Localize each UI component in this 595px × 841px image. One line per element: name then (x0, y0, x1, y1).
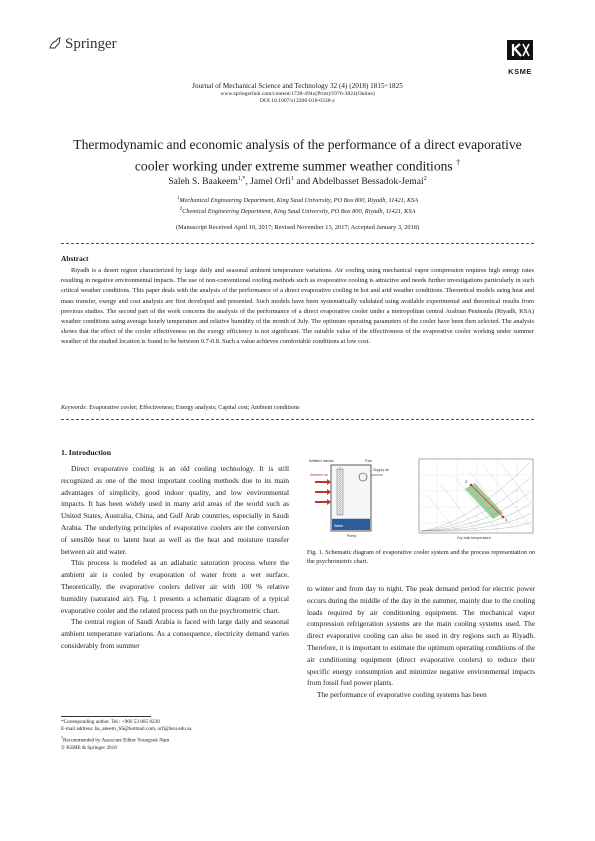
affiliation-1: Mechanical Engineering Department, King Saud University, PO Box 800, Riyadh, 11421, KSA (179, 197, 419, 205)
manuscript-dates: (Manuscript Received April 10, 2017; Revised November 13, 2017; Accepted January 3, 2018) (175, 224, 420, 231)
state-point-1 (502, 516, 505, 519)
supply-label: Supply air (373, 468, 389, 472)
affil-1-sup: 1 (176, 196, 180, 201)
abstract-heading: Abstract (61, 254, 89, 263)
title-line-1: Thermodynamic and economic analysis of the performance of a direct evaporative (73, 137, 522, 152)
footnotes (61, 719, 289, 752)
figure-1 (307, 455, 535, 541)
springer-logo (48, 36, 117, 53)
ksme-emblem-icon (505, 38, 535, 62)
divider-top (61, 243, 534, 244)
author-3: Abdelbasset Bessadok-Jemai (312, 176, 424, 188)
author-separator: , (245, 176, 251, 188)
copyright-line: © KSME & Springer 2018 (61, 744, 117, 751)
water-label: Water (334, 524, 344, 528)
author-2: Jamel Orfi (250, 176, 291, 188)
affiliations (40, 195, 555, 216)
affiliation-2: Chemical Engineering Department, King Saud University, PO Box 800, Riyadh, 11421, KSA (182, 207, 416, 215)
author-separator: and (293, 176, 313, 188)
intro-paragraph-3: The central region of Saudi Arabia is faced with large daily and seasonal ambient temperature variations. As a consequence, electricity demand varies considerably from summer (61, 617, 289, 650)
state-2-label: 2 (465, 479, 468, 484)
journal-info (150, 82, 445, 105)
footnote-mark: † (61, 734, 63, 740)
author-2-sup: 1 (290, 176, 294, 182)
right-column (307, 583, 535, 701)
email-line: E-mail address: ba_akeem_SS@hotmail.com, orfi@ksu.edu.sa (61, 726, 192, 733)
divider-bottom (61, 419, 534, 420)
editor-line: Recommended by Associate Editor Youngsuk Nam (63, 737, 170, 744)
x-axis-label: Dry bulb temperature (457, 536, 491, 540)
left-column (61, 463, 289, 652)
author-1: Saleh S. Baakeem (168, 176, 238, 188)
url-line: www.springerlink.com/content/1738-494x(Print)/1976-3824(Online) (220, 90, 375, 97)
title-line-2: cooler working under extreme summer weather conditions (134, 158, 453, 174)
state-point-2 (470, 484, 473, 487)
ksme-label: KSME (508, 67, 532, 76)
section-heading: 1. Introduction (61, 448, 112, 457)
article-title (40, 136, 555, 176)
psychrometric-chart (419, 459, 533, 540)
doi-line: DOI 10.1007/s12206-018-0338-y (259, 97, 336, 104)
pad-label: Wetted media (309, 458, 334, 463)
keywords-label: Keywords: (61, 404, 88, 411)
keywords (61, 404, 534, 411)
publisher-name: Springer (65, 36, 117, 52)
cooler-schematic (309, 458, 390, 538)
footnote-divider (61, 716, 151, 717)
intro-paragraph-5: The performance of evaporative cooling systems has been (317, 690, 487, 700)
ksme-logo (500, 38, 540, 76)
author-3-sup: 2 (423, 176, 427, 182)
corresponding-author: *Corresponding author. Tel.: +966 53 805 8230 (61, 719, 160, 725)
intro-paragraph-2: This process is modeled as an adiabatic saturation process where the ambient air is cooled by evaporation of water from a wet surface. Theoretically, the evaporative coolers deliver air with 100 % relative humidity (saturated air). Fig. 1 presents a schematic diagram of a typical evaporative cooler and the related process path on the psychrometric chart. (61, 558, 289, 615)
pump-label: Pump (347, 534, 357, 538)
figure-caption: Fig. 1. Schematic diagram of evaporative cooler system and the process representation on the psychrometric chart. (307, 549, 535, 565)
fan-label: Fan (365, 458, 372, 463)
author-list (40, 176, 555, 187)
state-1-label: 1 (505, 517, 508, 522)
intro-paragraph-1: Direct evaporative cooling is an old cooling technology. It is still recognized as one of the most important cooling methods due to its main advantages of simplicity, good indoor quality, and low environmental impacts. It has been widely used in many arid areas of the world such as United States, Australia, China, and Gulf Arab countries, especially in Saudi Arabia. The underlying principles of evaporative coolers are the conversion of sensible heat to latent heat as well as the heat and moisture transfer between air and water. (61, 464, 289, 556)
intro-paragraph-4: to winter and from day to night. The peak demand period for electric power occurs during the middle of the day in the summer, mainly due to the cooling loads required by air conditioning equipment. The mechanical vapor compression refrigeration systems are the main cooling systems used. The direct evaporative cooling can also be used in dry regions such as Riyadh. Therefore, it is important to estimate the optimum operating conditions of the air conditioning equipment (direct evaporative coolers) to reduce their specific energy consumption and minimize negative environmental impacts from fossil fuel power plants. (307, 584, 535, 688)
title-mark: † (456, 158, 461, 167)
abstract-text: Riyadh is a desert region characterized by large daily and seasonal ambient temperature variations. Air cooling using mechanical vapor compression requires high energy rates resulting in negative environmental impacts. The use of non-conventional cooling methods such as evaporative cooling is attractive and needs further investigations particularly in such critical weather conditions. This paper deals with the analysis of the performance of a direct evaporative cooling in hot and arid weather conditions. Theoretical models using heat and mass transfer, exergy and cost analysis are first developed and presented. Such models have been systematically validated using available experimental and theoretical results from previous studies. The second part of the work concerns the analysis of the performance of a direct evaporative cooler under a metropolitan central Arabian Peninsula (Riyadh, KSA) weather conditions using average hourly temperature and relative humidity of the month of July. The optimum operating parameters of the cooler have been then selected. The analysis shows that the effect of the cooler effectiveness on the exergy efficiency is not significant. The suitable value of the effectiveness of the evaporative cooler working under summer weather of the studied location is found to be between 0.7-0.8. Such a value achieves comfortable conditions at low cost. (61, 267, 534, 346)
figure-1-graphic (307, 455, 535, 541)
keywords-list: Evaporative cooler; Effectiveness; Exergy analysis; Capital cost; Ambient conditions (87, 404, 300, 411)
author-1-sup: 1,* (237, 176, 246, 182)
journal-line: Journal of Mechanical Science and Technology 32 (4) (2018) 1815~1825 (192, 82, 403, 90)
affil-2-sup: 2 (179, 206, 183, 212)
inlet-label: Ambient air (310, 473, 329, 477)
springer-horse-icon (48, 36, 62, 50)
inlet-arrows (315, 479, 331, 505)
